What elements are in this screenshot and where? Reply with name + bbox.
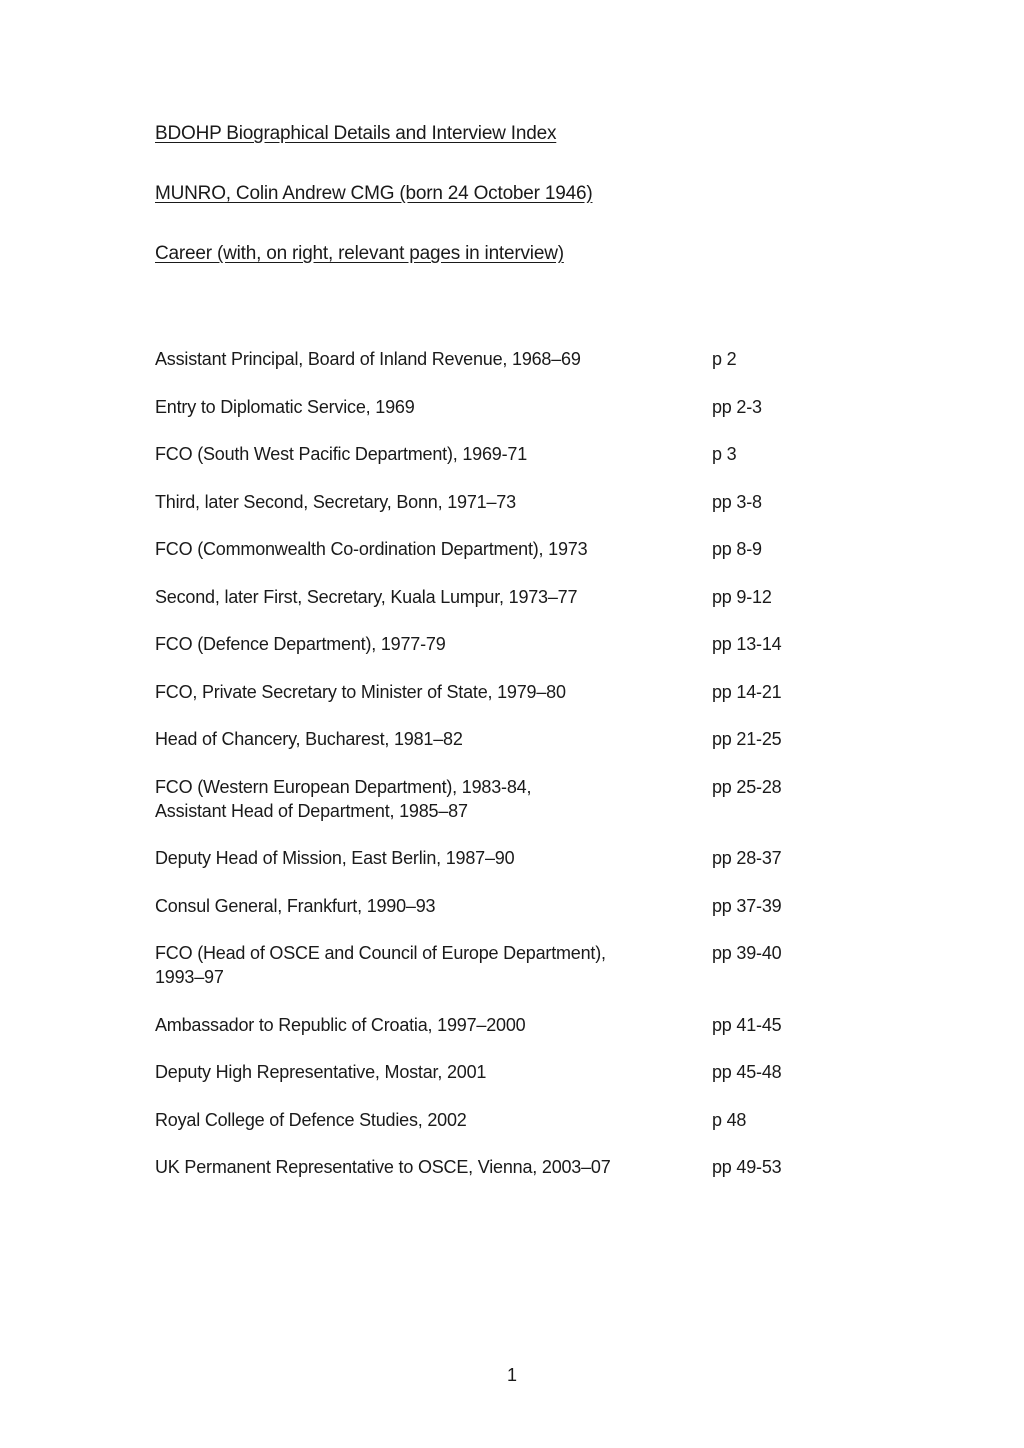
career-role: FCO (Defence Department), 1977-79 xyxy=(155,634,446,654)
career-row xyxy=(155,632,875,656)
career-row xyxy=(155,1060,875,1084)
career-role: Head of Chancery, Bucharest, 1981–82 xyxy=(155,729,463,749)
career-row xyxy=(155,1108,875,1132)
career-pages: pp 41-45 xyxy=(712,1014,782,1035)
career-row xyxy=(155,490,875,514)
career-pages: pp 45-48 xyxy=(712,1062,782,1082)
career-role: FCO (Head of OSCE and Council of Europe Department), 1993–97 xyxy=(155,943,606,987)
career-pages: pp 13-14 xyxy=(712,634,782,654)
career-row xyxy=(155,442,875,466)
career-row xyxy=(155,347,875,371)
career-row xyxy=(155,894,875,918)
career-role: FCO, Private Secretary to Minister of State, 1979–80 xyxy=(155,681,566,702)
career-row xyxy=(155,1013,875,1037)
career-row xyxy=(155,1155,875,1179)
career-role: FCO (South West Pacific Department), 1969-71 xyxy=(155,444,528,464)
page-number: 1 xyxy=(506,1365,517,1385)
career-pages: pp 37-39 xyxy=(712,895,782,916)
career-pages: pp 3-8 xyxy=(712,491,762,512)
career-role: FCO (Western European Department), 1983-84, Assistant Head of Department, 1985–87 xyxy=(155,776,532,821)
career-pages: pp 21-25 xyxy=(712,729,782,749)
career-role: Deputy High Representative, Mostar, 2001 xyxy=(155,1062,487,1082)
career-role: Assistant Principal, Board of Inland Revenue, 1968–69 xyxy=(155,349,581,369)
career-role: Ambassador to Republic of Croatia, 1997–2000 xyxy=(155,1014,526,1035)
career-row xyxy=(155,941,875,989)
document-title: BDOHP Biographical Details and Interview Index xyxy=(155,123,557,144)
career-row xyxy=(155,727,875,751)
career-pages: pp 14-21 xyxy=(712,681,782,702)
career-role: Consul General, Frankfurt, 1990–93 xyxy=(155,895,436,916)
career-row xyxy=(155,775,875,823)
career-pages: pp 39-40 xyxy=(712,943,782,963)
career-row xyxy=(155,680,875,704)
career-pages: pp 8-9 xyxy=(712,539,762,559)
career-row xyxy=(155,537,875,561)
subject-name-heading: MUNRO, Colin Andrew CMG (born 24 October 1946) xyxy=(155,183,593,204)
career-section-heading: Career (with, on right, relevant pages in interview) xyxy=(155,243,564,264)
career-list xyxy=(155,347,875,1203)
career-role: Deputy Head of Mission, East Berlin, 1987–90 xyxy=(155,848,515,868)
career-row xyxy=(155,395,875,419)
career-role: Second, later First, Secretary, Kuala Lumpur, 1973–77 xyxy=(155,586,578,607)
career-pages: pp 49-53 xyxy=(712,1157,782,1177)
career-pages: pp 25-28 xyxy=(712,776,782,797)
career-pages: p 3 xyxy=(712,444,737,464)
career-pages: pp 2-3 xyxy=(712,396,762,417)
career-role: Entry to Diplomatic Service, 1969 xyxy=(155,396,415,417)
career-pages: p 2 xyxy=(712,349,737,369)
career-role: UK Permanent Representative to OSCE, Vienna, 2003–07 xyxy=(155,1157,611,1177)
career-pages: pp 9-12 xyxy=(712,586,772,607)
career-pages: pp 28-37 xyxy=(712,848,782,868)
career-row xyxy=(155,585,875,609)
career-role: Third, later Second, Secretary, Bonn, 1971–73 xyxy=(155,491,516,512)
career-role: Royal College of Defence Studies, 2002 xyxy=(155,1109,467,1130)
career-role: FCO (Commonwealth Co-ordination Department), 1973 xyxy=(155,539,588,559)
career-row xyxy=(155,846,875,870)
career-pages: p 48 xyxy=(712,1109,747,1130)
